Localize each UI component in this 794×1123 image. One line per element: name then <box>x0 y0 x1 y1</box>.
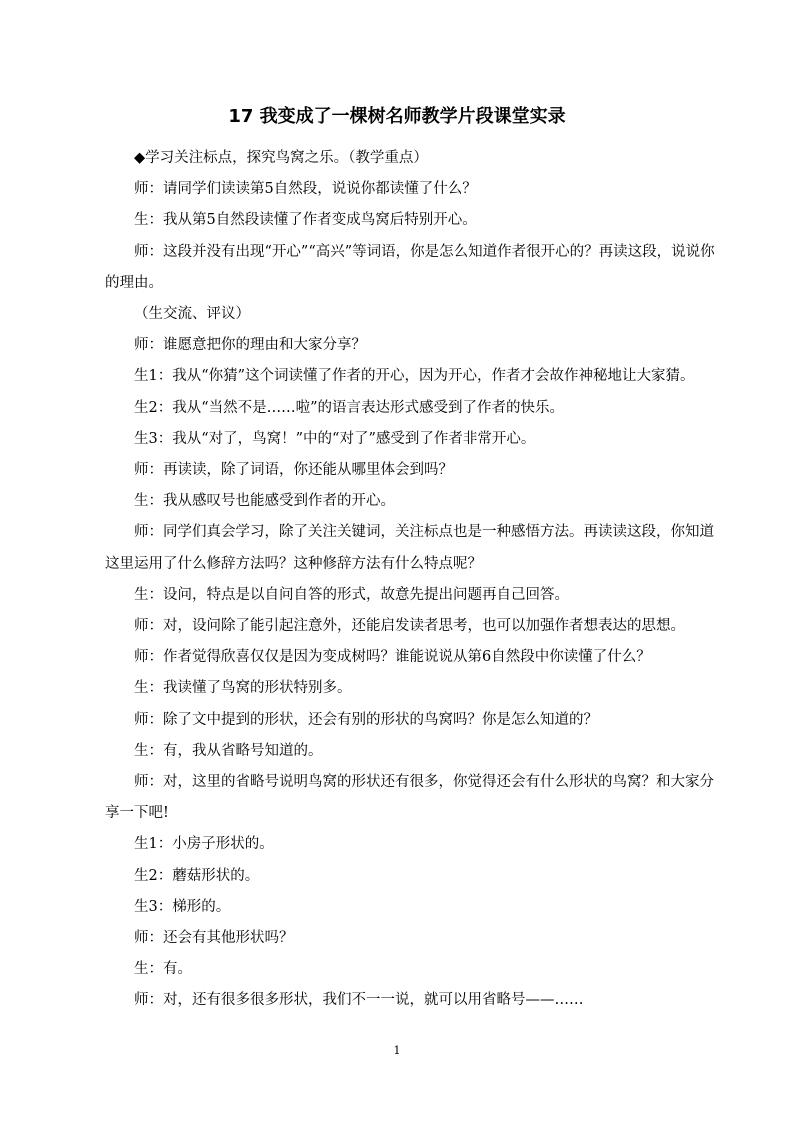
document-title: 17 我变成了一棵树名师教学片段课堂实录 <box>228 106 566 127</box>
paragraph-objective: ◆学习关注标点，探究鸟窝之乐。（教学重点） <box>134 150 428 166</box>
paragraph: 师：这段并没有出现“开心”“高兴”等词语，你是怎么知道作者很开心的？再读这段，说说你的理由。 <box>105 243 715 291</box>
paragraph: 生：设问，特点是以自问自答的形式，故意先提出问题再自己回答。 <box>134 586 569 603</box>
paragraph: 师：除了文中提到的形状，还会有别的形状的鸟窝吗？你是怎么知道的？ <box>134 711 598 728</box>
paragraph: 师：再读读，除了词语，你还能从哪里体会到吗？ <box>134 462 453 479</box>
paragraph: 师：对，这里的省略号说明鸟窝的形状还有很多，你觉得还会有什么形状的鸟窝？和大家分享一下吧! <box>105 774 714 822</box>
paragraph: 师：谁愿意把你的理由和大家分享？ <box>134 337 366 354</box>
paragraph: 生3：我从“对了，鸟窝！”中的“对了”感受到了作者非常开心。 <box>134 430 536 447</box>
paragraph: 师：对，还有很多很多形状，我们不一一说，就可以用省略号——…… <box>134 992 584 1009</box>
paragraph: 生2：蘑菇形状的。 <box>134 867 260 884</box>
paragraph: 生1：小房子形状的。 <box>134 836 274 853</box>
paragraph: （生交流、评议） <box>134 306 250 323</box>
paragraph: 生：有。 <box>134 961 192 978</box>
paragraph: 生：我读懂了鸟窝的形状特别多。 <box>134 680 352 697</box>
paragraph: 生：我从第5自然段读懂了作者变成鸟窝后特别开心。 <box>134 212 477 229</box>
paragraph: 生1：我从“你猜”这个词读懂了作者的开心，因为开心，作者才会故作神秘地让大家猜。 <box>134 368 695 385</box>
paragraph: 生2：我从“当然不是……啦”的语言表达形式感受到了作者的快乐。 <box>134 399 565 416</box>
paragraph: 师：同学们真会学习，除了关注关键词，关注标点也是一种感悟方法。再读读这段，你知道这里运用了什么修辞方法吗？这种修辞方法有什么特点呢？ <box>105 524 714 572</box>
document-body <box>105 143 725 1017</box>
paragraph: 师：还会有其他形状吗？ <box>134 930 294 947</box>
paragraph: 生：我从感叹号也能感受到作者的开心。 <box>134 493 395 510</box>
paragraph: 师：请同学们读读第5自然段，说说你都读懂了什么？ <box>134 181 477 198</box>
paragraph: 师：作者觉得欣喜仅仅是因为变成树吗？谁能说说从第6自然段中你读懂了什么？ <box>134 649 651 666</box>
paragraph: 生3：梯形的。 <box>134 898 231 915</box>
page-number: 1 <box>393 1044 401 1057</box>
paragraph: 师：对，设问除了能引起注意外，还能启发读者思考，也可以加强作者想表达的思想。 <box>134 618 685 635</box>
paragraph: 生：有，我从省略号知道的。 <box>134 742 323 759</box>
